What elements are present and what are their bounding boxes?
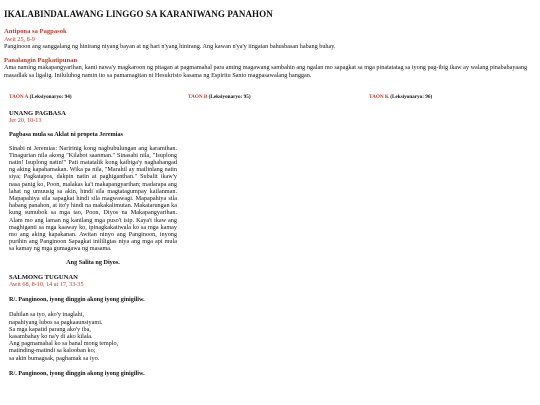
reading-intro: Pagbasa mula sa Aklat ni propeta Jeremias (9, 131, 123, 139)
antipona-ref: Awit 25, 8-9 (4, 36, 35, 43)
year-tab-b[interactable] (188, 94, 251, 100)
psalm-response: R/. Panginoon, iyong dinggin akong iyong ginigiliw. (9, 296, 145, 304)
psalm-line: napahiyang lubos sa pagkaaunsiyami. (9, 318, 103, 326)
psalm-line: Ang pagmamahal ko sa banal mong templo, (9, 340, 119, 348)
year-label: TAON A (9, 94, 29, 100)
psalm-line: sa akin bumagsak, paghamak sa iyo. (9, 354, 100, 362)
psalm-line: Dahilan sa iyo, ako'y inaglahi, (9, 311, 85, 319)
psalm-line: Sa mga kapatid parang ako'y iba, (9, 325, 91, 333)
psalm-line: matinding-matindi sa kalooban ko; (9, 347, 96, 355)
reading-body: Sinabi ni Jeremias: Naririnig kong nagbubulungan ang karamihan. Tinagurian nila akong "Kilabot saanman." Sinasabi nila, "Isuplong natin! Isuplong natin!" Pati matatalik kong kaibiga'y naghahangad ng aking kapahamakan. Wika pa nila, "Marahil ay mailinlang natin siya; Pagkatapos, dakpin natin at paghiganthan." Subalit ikaw'y nasa panig ko, Poon, malakas ka't makapangyarihan; madarapa ang lahat ng umuusig sa akin, hindi sila magtatagumpay kailanman. Mapapahiya sila sapagkat hindi sila magwawagi. Mapapahiya sila habang panahon, at ito'y hindi na makakalimutan. Makatarungan ka kung sumubok sa mga tao, Poon, Diyos na Makapangyarihan. Alam mo ang laman ng kanilang mga puso't isip. Kaya't ikaw ang maghiganti sa mga kaaway ko, ipinagkakatiwala ko sa mga kamay mo ang aking kapakanan. Awitan ninyo ang Panginoon, inyong purihin ang Panginoon Sapagkat inililigtas niya ang mga api mula sa kamay ng mga gumagawa ng masama. (9, 144, 177, 253)
year-tab-a[interactable] (9, 94, 72, 100)
antipona-heading: Antipona sa Pagpasok (4, 28, 67, 35)
page-title: IKALABINDALAWANG LINGGO SA KARANIWANG PANAHON (4, 9, 273, 19)
reading-heading: UNANG PAGBASA (9, 110, 66, 117)
lex-label: (Leksiyonaryo: 95) (208, 94, 251, 100)
antipona-text: Panginoon ang sanggalang ng hinirang niyang bayan at ng hari n'yang hinirang. Ang kawan n'ya'y iingatan bahusbasan habang buhay. (4, 43, 336, 50)
psalm-response-repeat: R/. Panginoon, iyong dinggin akong iyong ginigiliw. (9, 369, 145, 377)
psalm-line: kasambahay ko na'y di ako kilala. (9, 333, 93, 341)
reading-ref: Jer 20, 10-13 (9, 117, 42, 125)
psalm-stanza (9, 311, 177, 361)
year-label: TAON K (369, 94, 389, 100)
psalm-heading: SALMONG TUGUNAN (9, 273, 78, 281)
reading-column (9, 110, 177, 377)
panalangin-text: Ama naming makapangyarihan, kami nawa'y magkaroon ng pitagan at pagmamahal para aming magawang sambahin ang ngalan mo sapagkat sa mga pinatatatag sa iyong pag-ibig ikaw ay walang pinababayaang masadlak sa ligalig. Iniluluhog namin ito sa pamamagitan ni Hesukristo kasama ng Espiritu Santo magpasawalang hanggan. (4, 64, 528, 79)
panalangin-heading: Panalangin Pagkatipunan (4, 57, 78, 64)
lex-label: (Leksiyonaryo: 94) (29, 94, 72, 100)
psalm-ref: Awit 68, 8-10, 14 at 17, 33-35 (9, 281, 84, 289)
lex-label: (Leksiyonaryo: 96) (390, 94, 433, 100)
year-label: TAON B (188, 94, 208, 100)
year-tab-k[interactable] (369, 94, 432, 100)
reading-closing: Ang Salita ng Diyos. (66, 258, 120, 266)
